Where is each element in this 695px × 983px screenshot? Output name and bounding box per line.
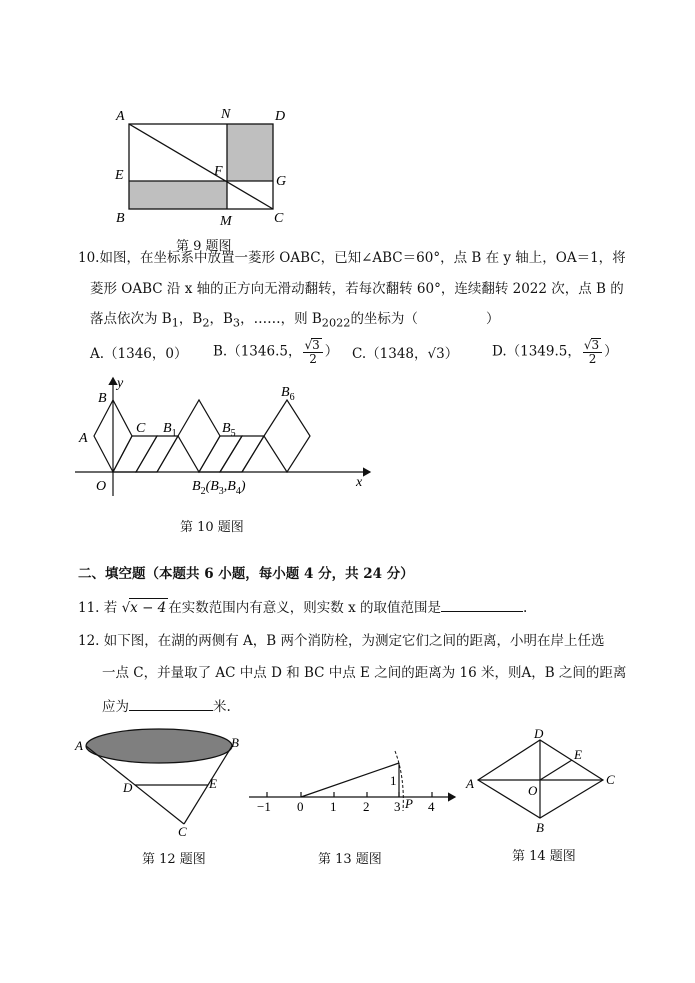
q12-line3: [102, 696, 231, 716]
q11-end: .: [522, 600, 528, 616]
q11: [78, 597, 527, 617]
q10-option-d-num: 3: [591, 338, 600, 352]
q10-option-d[interactable]: [492, 338, 618, 366]
q10-option-b-post: ）: [324, 343, 339, 360]
fig9-label-a: A: [116, 109, 125, 124]
q10-option-d-post: ）: [604, 343, 618, 360]
q11-prefix: 11. 若: [78, 600, 118, 616]
q10-sub1: 1: [171, 316, 179, 330]
fig13-tick-1: 1: [330, 799, 337, 814]
q11-radicand: x − 4: [130, 600, 167, 616]
fig13-caption: 第 13 题图: [318, 852, 382, 867]
fig10-label-x: x: [356, 475, 363, 490]
q10-option-a[interactable]: A.（1346，0）: [90, 346, 188, 362]
fig12-label-e: E: [209, 776, 217, 791]
q12-line1: 12. 如下图，在湖的两侧有 A，B 两个消防栓，为测定它们之间的距离，小明在岸上任选: [78, 633, 605, 649]
fig14-caption: 第 14 题图: [512, 849, 576, 864]
q11-text: 在实数范围内有意义，则实数 x 的取值范围是: [168, 600, 441, 616]
q10-line3-mid: ，则 B: [280, 311, 322, 327]
figure-12: [72, 722, 252, 840]
q10-sub3: 3: [232, 316, 241, 330]
fig9-label-d: D: [275, 109, 286, 124]
fig12-label-c: C: [178, 824, 187, 839]
fig10-label-b5: $B_5$: [222, 421, 236, 439]
fig13-tick-3: 3: [394, 799, 401, 814]
fig9-caption: 第 9 题图: [176, 239, 232, 254]
fig9-label-e: E: [115, 168, 124, 183]
fig10-caption: 第 10 题图: [180, 520, 244, 535]
figure-9: [110, 104, 295, 228]
fig10-label-o: O: [96, 479, 107, 494]
fig10-label-c: C: [136, 421, 146, 436]
fig14-label-d: D: [534, 726, 544, 741]
fig10-label-b1: $B_1$: [163, 421, 177, 439]
fig14-label-e: E: [574, 747, 582, 762]
fig13-tick-2: 2: [363, 799, 370, 814]
q10-option-c-pre: C.（1348，: [352, 346, 428, 362]
q10-option-d-frac: $\frac{√3}{2}$: [583, 338, 602, 366]
fig14-label-o: O: [528, 783, 538, 798]
q12-line2: 一点 C，并量取了 AC 中点 D 和 BC 中点 E 之间的距离为 16 米，则A，B 之间的距离: [102, 665, 627, 681]
q12-line3-pre: 应为: [102, 699, 129, 715]
fig14-label-a: A: [466, 776, 474, 791]
q12-line3-post: 米.: [213, 699, 231, 715]
fig13-label-p: P: [405, 796, 413, 811]
figure-14: [462, 726, 622, 838]
q10-option-d-pre: D.（1349.5，: [492, 343, 581, 360]
q10-option-b-frac: $\frac{√3}{2}$: [303, 338, 322, 366]
q10-sub2022: 2022: [321, 316, 351, 330]
q10-option-b-pre: B.（1346.5，: [213, 343, 302, 360]
q10-option-c-post: ）: [444, 346, 459, 362]
fig10-label-a: A: [79, 431, 88, 446]
fig12-label-b: B: [231, 735, 239, 750]
fig9-label-n: N: [221, 107, 231, 122]
fig10-label-y: y: [117, 376, 124, 391]
fig9-label-c: C: [274, 211, 284, 226]
q10-option-d-den: 2: [588, 352, 597, 366]
fig10-label-b: B: [98, 391, 107, 406]
fig10-label-b2: $B_2(B_3,B_4)$: [192, 479, 246, 497]
q10-option-b-den: 2: [309, 352, 317, 366]
fig9-label-m: M: [220, 214, 232, 228]
q10-line3-close: ）: [485, 311, 500, 327]
q10-option-b[interactable]: [213, 338, 338, 366]
fig13-tick-4: 4: [428, 799, 435, 814]
q12-answer-blank[interactable]: [129, 696, 213, 711]
fig12-label-d: D: [123, 780, 133, 795]
q10-option-c-sqrt: √3: [427, 346, 445, 362]
fig9-label-g: G: [276, 174, 287, 189]
fig10-label-b6: $B_6$: [281, 385, 295, 403]
q10-sub2: 2: [202, 316, 210, 330]
q10-line3-post: 的坐标为（: [350, 311, 418, 327]
fig13-one: 1: [390, 773, 397, 788]
section2-title: 二、填空题（本题共 6 小题，每小题 4 分，共 24 分）: [78, 566, 414, 582]
fig14-label-b: B: [536, 820, 544, 835]
fig12-label-a: A: [75, 738, 83, 753]
q11-answer-blank[interactable]: [441, 597, 523, 612]
q10-line2: 菱形 OABC 沿 x 轴的正方向无滑动翻转，若每次翻转 60°，连续翻转 2022 次，点 B 的: [90, 281, 624, 297]
fig13-tick--1: −1: [257, 799, 271, 814]
fig14-label-c: C: [606, 772, 615, 787]
figure-13: [245, 745, 465, 820]
q11-sqrt: √x − 4: [121, 600, 167, 616]
fig9-label-f: F: [214, 164, 223, 179]
q10-option-b-num: 3: [312, 338, 320, 352]
fig13-tick-0: 0: [297, 799, 304, 814]
fig9-label-b: B: [116, 211, 125, 226]
q10-line3-pre: 落点依次为 B: [90, 311, 172, 327]
figure-10: [70, 372, 375, 498]
q10-option-c[interactable]: [352, 345, 458, 363]
q10-line1: 10.如图，在坐标系中放置一菱形 OABC，已知∠ABC＝60°，点 B 在 y 轴上，OA＝1，将: [78, 250, 626, 266]
q10-line3: 落点依次为 $B_1$，$B_2$，$B_3$，……，则 $B_{2022}$的坐标为（ ）: [90, 311, 500, 330]
fig12-caption: 第 12 题图: [142, 852, 206, 867]
